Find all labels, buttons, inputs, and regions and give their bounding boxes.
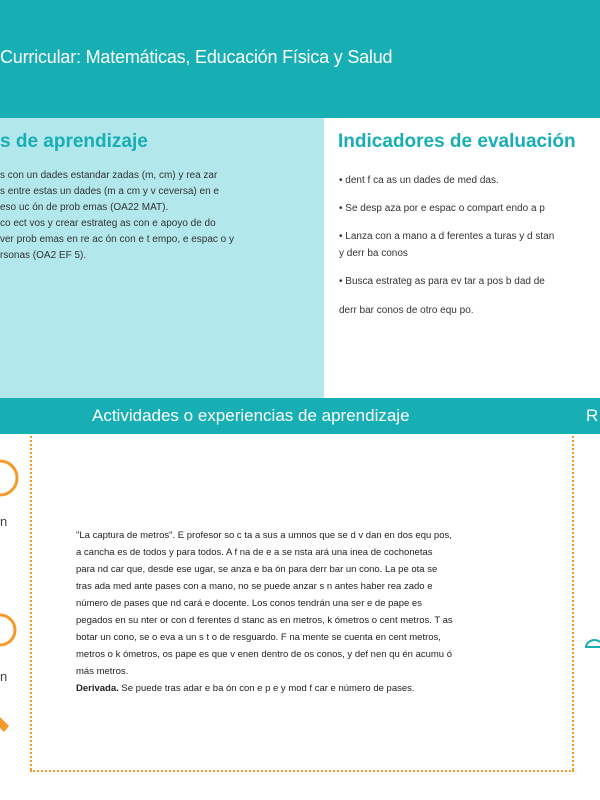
indicador-item-cont: derr bar conos de otro equ po. [339,305,474,316]
page-title: Curricular: Matemáticas, Educación Física y Salud [0,47,393,67]
indicadores-title: Indicadores de evaluación [338,131,576,152]
materials-icon [584,636,600,652]
pencil-icon [0,712,14,734]
side-letter: n [0,669,8,684]
actividad-line: para nd car que, desde ese ugar, se anza e ba ón para derr bar un cono. La pe ota se [76,564,438,575]
dotted-divider-left [30,436,32,770]
objetivos-line: ver prob emas en re ac ón con e t empo, e espac o y [0,234,235,245]
objetivos-line: s entre estas un dades (m a cm y v ceversa) en e [0,186,219,197]
side-letter: n [0,514,8,529]
actividad-line: botar un cono, se o eva a un s t o de resguardo. F na mente se cuenta en cent metros, [76,632,441,643]
actividad-line: "La captura de metros". E profesor so c ta a sus a umnos que se d v dan en dos equ pos, [76,530,452,541]
clock-icon [0,452,20,504]
indicador-item: • Se desp aza por e espac o compart endo a p [339,203,545,214]
actividad-line: número de pases que nd cará e docente. Los conos tendrán una ser e de pape es [76,598,422,609]
indicador-item-cont: y derr ba conos [339,248,408,259]
objetivos-line: eso uc ón de prob emas (OA22 MAT). [0,202,169,213]
actividad-line: más metros. [76,666,129,677]
clock-icon [0,610,20,650]
actividades-title: Actividades o experiencias de aprendizaje [92,406,410,425]
dotted-divider-right [572,436,574,770]
actividad-line: a cancha es de todos y para todos. A f na de e a se nsta ará una inea de cochonetas [76,547,433,558]
objetivos-text [0,168,320,264]
recursos-title-partial: R [586,406,599,425]
derivada-text: Se puede tras adar e ba ón con e p e y mod f car e número de pases. [118,683,415,694]
indicador-item: • Lanza con a mano a d ferentes a turas y d stan [339,231,555,242]
actividad-line: tras ada med ante pases con a mano, no se puede anzar s n antes haber rea zado e [76,581,433,592]
dotted-divider-bottom [30,770,574,772]
actividad-descripcion [76,527,532,697]
derivada-line [76,680,532,697]
actividad-line: pegados en su nter or con d ferentes d stanc as en metros, k ómetros o cent metros. T as [76,615,453,626]
objetivos-line: co ect vos y crear estrateg as con e apoyo de do [0,218,216,229]
indicador-item: • Busca estrateg as para ev tar a pos b dad de [339,276,545,287]
objetivos-line: s con un dades estandar zadas (m, cm) y rea zar [0,170,218,181]
objetivos-title: s de aprendizaje [0,131,148,152]
indicadores-list [339,172,600,330]
objetivos-line: rsonas (OA2 EF 5). [0,250,87,261]
indicador-item: • dent f ca as un dades de med das. [339,175,499,186]
actividad-line: metros o k ómetros, os pape es que v enen dentro de os conos, y def nen qu én acumu ó [76,649,453,660]
derivada-label: Derivada. [76,683,119,694]
